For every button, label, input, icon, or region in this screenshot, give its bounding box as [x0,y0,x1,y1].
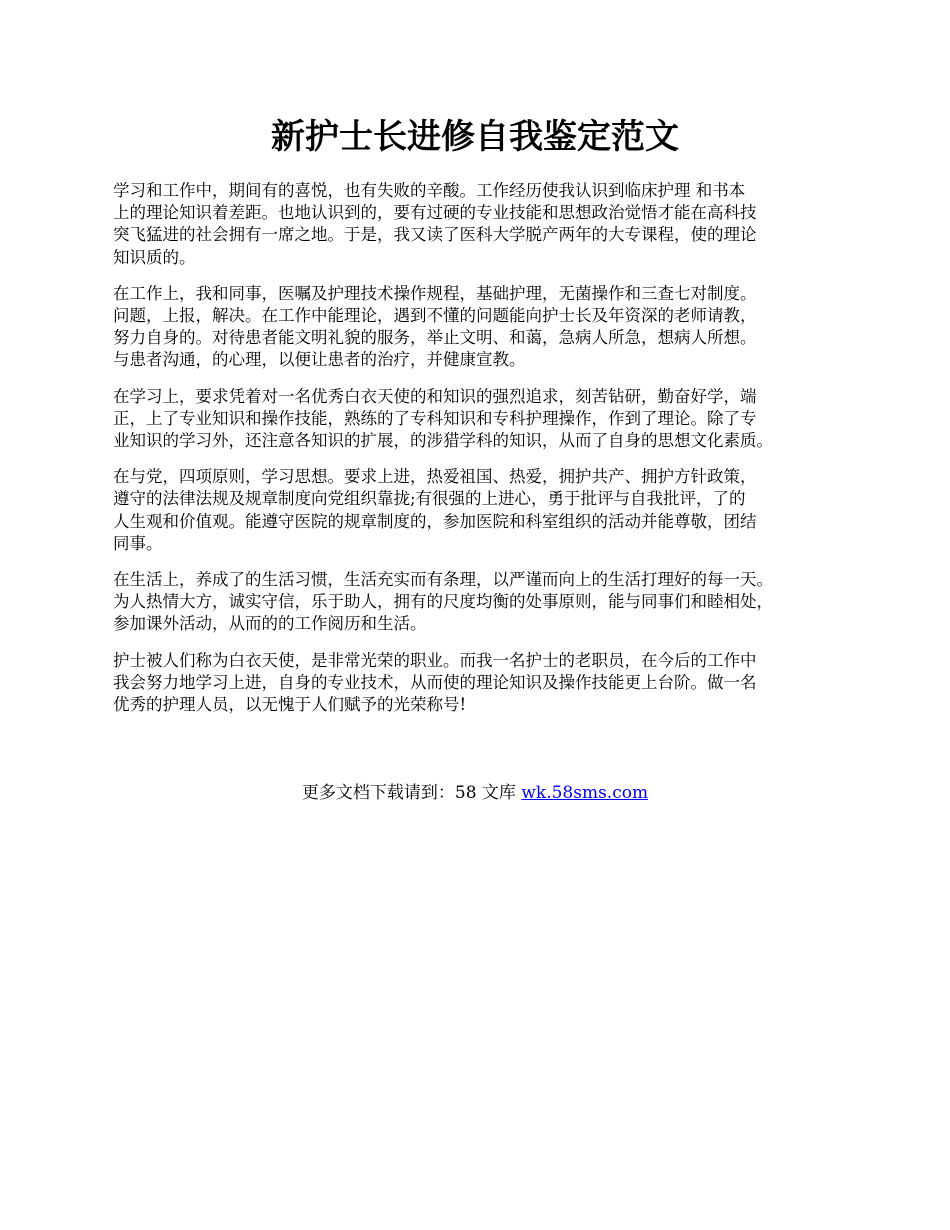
text-line: 在生活上，养成了的生活习惯，生活充实而有条理，以严谨而向上的生活打理好的每一天。 [113,570,773,590]
document-title: 新护士长进修自我鉴定范文 [271,117,679,157]
paragraph-2 [113,283,853,372]
text-line: 突飞猛进的社会拥有一席之地。于是，我又读了医科大学脱产两年的大专课程，使的理论 [113,225,757,245]
text-line: 参加课外活动，从而的的工作阅历和生活。 [113,614,427,634]
footer-link[interactable]: wk.58sms.com [521,783,649,803]
text-line: 学习和工作中，期间有的喜悦，也有失败的辛酸。工作经历使我认识到临床护理 和书本 [113,181,746,200]
text-line: 为人热情大方，诚实守信，乐于助人，拥有的尺度均衡的处事原则，能与同事们和睦相处， [113,592,773,612]
document-body [113,180,853,730]
text-line: 在与党，四项原则，学习思想。要求上进，热爱祖国、热爱，拥护共产、拥护方针政策， [113,467,757,487]
text-line: 我会努力地学习上进，自身的专业技术，从而使的理论知识及操作技能更上台阶。做一名 [113,672,757,692]
paragraph-4 [113,466,853,555]
text-line: 优秀的护理人员，以无愧于人们赋予的光荣称号! [113,695,467,715]
text-line: 问题，上报，解决。在工作中能理论，遇到不懂的问题能向护士长及年资深的老师请教， [113,306,757,326]
text-line: 知识质的。 [113,247,196,267]
download-footer [0,781,950,805]
paragraph-3 [113,386,853,453]
text-line: 遵守的法律法规及规章制度向党组织靠拢;有很强的上进心，勇于批评与自我批评，了的 [113,489,746,509]
text-line: 同事。 [113,533,163,553]
text-line: 上的理论知识着差距。也地认识到的，要有过硬的专业技能和思想政治觉悟才能在高科技 [113,203,757,223]
paragraph-5 [113,569,853,636]
footer-text: 更多文档下载请到：58 文库 [301,783,522,803]
text-line: 护士被人们称为白衣天使，是非常光荣的职业。而我一名护士的老职员，在今后的工作中 [113,650,757,670]
text-line: 正，上了专业知识和操作技能，熟练的了专科知识和专科护理操作，作到了理论。除了专 [113,408,757,428]
text-line: 与患者沟通，的心理，以便让患者的治疗，并健康宣教。 [113,350,526,370]
paragraph-6 [113,650,853,717]
paragraph-1 [113,180,853,269]
text-line: 人生观和价值观。能遵守医院的规章制度的，参加医院和科室组织的活动并能尊敬，团结 [113,511,757,531]
text-line: 在工作上，我和同事，医嘱及护理技术操作规程，基础护理，无菌操作和三查七对制度。 [113,283,757,303]
text-line: 业知识的学习外，还注意各知识的扩展，的涉猎学科的知识，从而了自身的思想文化素质。 [113,431,773,451]
text-line: 在学习上，要求凭着对一名优秀白衣天使的和知识的强烈追求，刻苦钻研，勤奋好学，端 [113,386,757,406]
text-line: 努力自身的。对待患者能文明礼貌的服务，举止文明、和蔼，急病人所急，想病人所想。 [113,328,757,348]
